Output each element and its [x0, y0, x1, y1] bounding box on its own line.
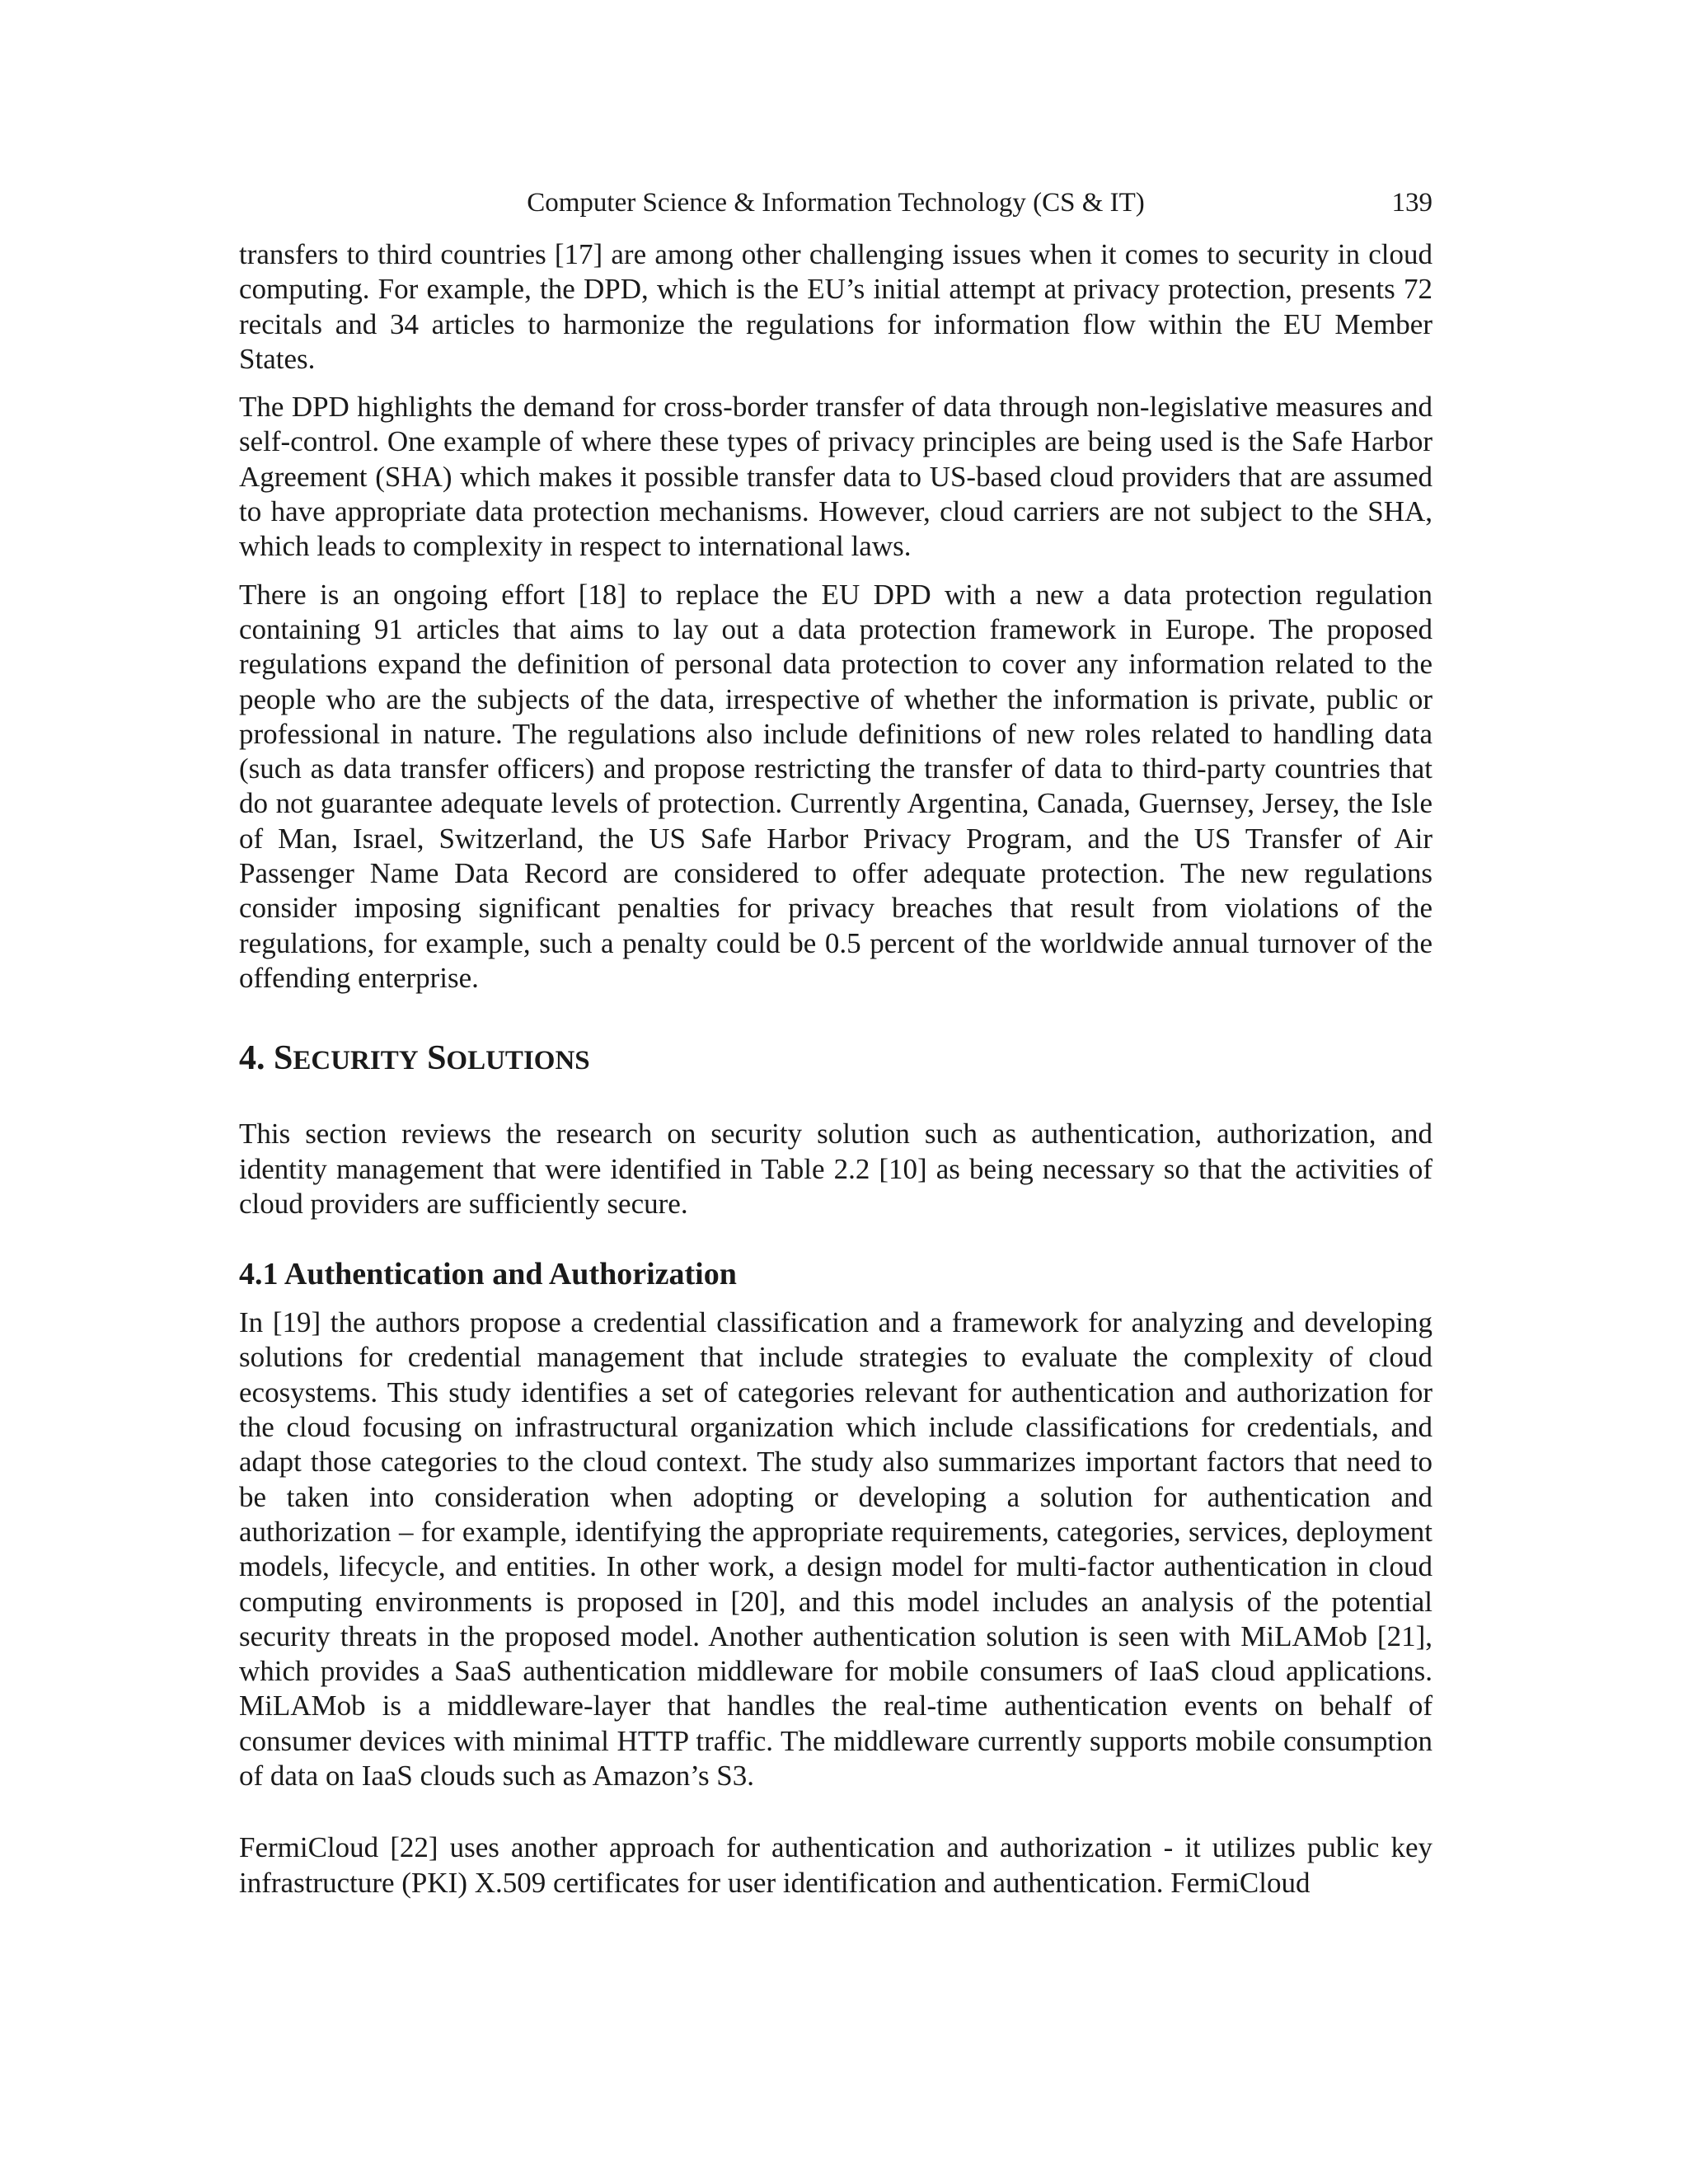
- paragraph-ongoing-effort: There is an ongoing effort [18] to replace the EU DPD with a new a data protection regulation containing 91 articles that aims to lay out a data protection framework in Europe. The proposed regulations expand the definition of personal data protection to cover any information related to the people who are the subjects of the data, irrespective of whether the information is private, public or professional in nature. The regulations also include definitions of new roles related to handling data (such as data transfer officers) and propose restricting the transfer of data to third-party countries that do not guarantee adequate levels of protection. Currently Argentina, Canada, Guernsey, Jersey, the Isle of Man, Israel, Switzerland, the US Safe Harbor Privacy Program, and the US Transfer of Air Passenger Name Data Record are considered to offer adequate protection. The new regulations consider imposing significant penalties for privacy breaches that result from violations of the regulations, for example, such a penalty could be 0.5 percent of the worldwide annual turnover of the offending enterprise.: [239, 578, 1432, 994]
- paragraph-fermicloud: FermiCloud [22] uses another approach for authentication and authorization - it utilizes public key infrastructure (PKI) X.509 certificates for user identification and authentication. FermiCloud: [239, 1831, 1432, 1899]
- subsection-heading-authentication: 4.1 Authentication and Authorization: [239, 1257, 737, 1292]
- paragraph-transfers: transfers to third countries [17] are among other challenging issues when it comes to security in cloud computing. For example, the DPD, which is the EU’s initial attempt at privacy protection, presents 72 recitals and 34 articles to harmonize the regulations for information flow within the EU Member States.: [239, 238, 1432, 375]
- body-text: [239, 237, 1432, 1900]
- section-heading-security-solutions: [239, 1037, 1432, 1082]
- journal-title: Computer Science & Information Technology (CS & IT): [527, 188, 1145, 218]
- section-title-initial-2: S: [427, 1039, 447, 1078]
- paragraph-section-intro: This section reviews the research on security solution such as authentication, authorization, and identity management that were identified in Table 2.2 [10] as being necessary so that the activities of cloud providers are sufficiently secure.: [239, 1118, 1432, 1220]
- paragraph-credential-classification: In [19] the authors propose a credential classification and a framework for analyzing and developing solutions for credential management that include strategies to evaluate the complexity of cloud ecosystems. This study identifies a set of categories relevant for authentication and authorization for the cloud focusing on infrastructural organization which include classifications for credentials, and adapt those categories to the cloud context. The study also summarizes important factors that need to be taken into consideration when adopting or developing a solution for authentication and authorization – for example, identifying the appropriate requirements, categories, services, deployment models, lifecycle, and entities. In other work, a design model for multi-factor authentication in cloud computing environments is proposed in [20], and this model includes an analysis of the potential security threats in the proposed model. Another authentication solution is seen with MiLAMob [21], which provides a SaaS authentication middleware for mobile consumers of IaaS cloud applications. MiLAMob is a middleware-layer that handles the real-time authentication events on behalf of consumer devices with minimal HTTP traffic. The middleware currently supports mobile consumption of data on IaaS clouds such as Amazon’s S3.: [239, 1306, 1432, 1792]
- paragraph-dpd: The DPD highlights the demand for cross-border transfer of data through non-legislative measures and self-control. One example of where these types of privacy principles are being used is the Safe Harbor Agreement (SHA) which makes it possible transfer data to US-based cloud providers that are assumed to have appropriate data protection mechanisms. However, cloud carriers are not subject to the SHA, which leads to complexity in respect to international laws.: [239, 391, 1432, 563]
- section-title-initial-1: S: [274, 1039, 293, 1078]
- section-title-rest-2: OLUTIONS: [446, 1046, 590, 1076]
- running-header: [239, 185, 1432, 221]
- page-number: 139: [1391, 188, 1432, 218]
- section-number: 4.: [239, 1039, 265, 1078]
- section-title-rest-1: ECURITY: [293, 1046, 419, 1076]
